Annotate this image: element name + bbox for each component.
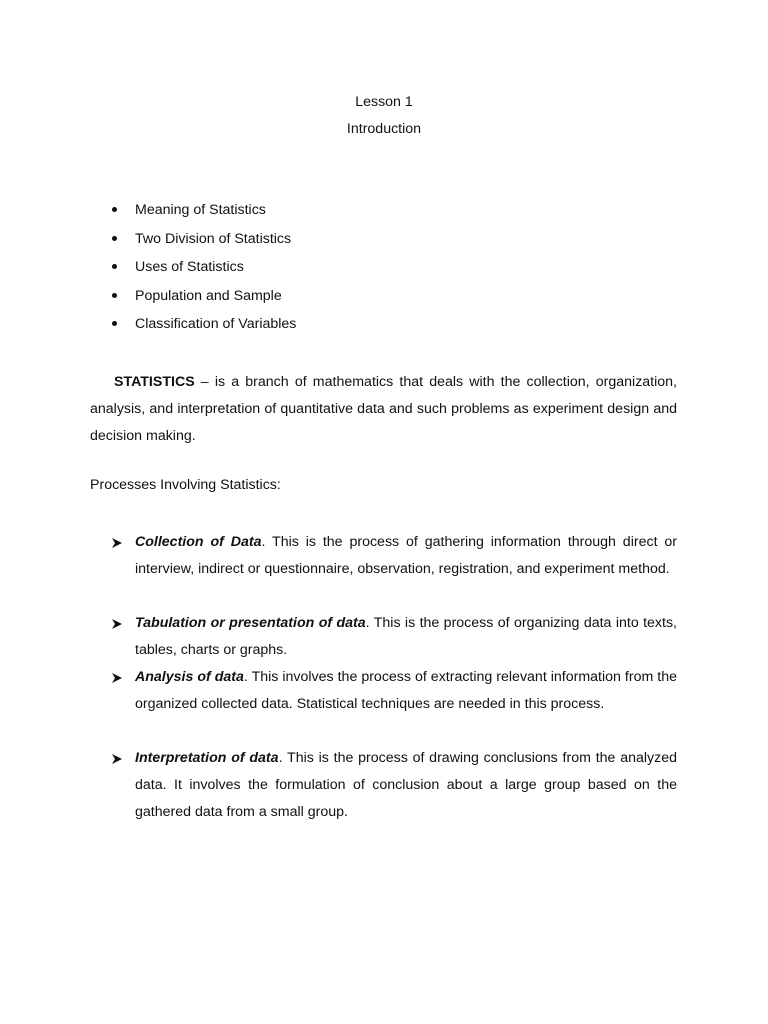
topic-list — [109, 201, 296, 344]
process-text: . This is the process of gathering information through direct or interview, indirect or questionnaire, observation, registration, and experiment method. — [135, 534, 677, 577]
process-list — [112, 529, 677, 826]
process-item — [112, 529, 677, 610]
lesson-title: Introduction — [346, 121, 422, 137]
statistics-definition — [90, 369, 677, 450]
topic-item — [109, 287, 296, 316]
bullet-icon — [112, 236, 117, 241]
process-text: . This is the process of organizing data into texts, tables, charts or graphs. — [135, 615, 677, 658]
topic-label: Uses of Statistics — [135, 259, 244, 275]
process-text: . This is the process of drawing conclusions from the analyzed data. It involves the formulation of conclusion about a large group based on the gathered data from a small group. — [135, 750, 677, 820]
process-term: Interpretation of data — [135, 750, 279, 766]
topic-label: Meaning of Statistics — [135, 202, 266, 218]
process-item — [112, 745, 677, 826]
bullet-icon — [112, 321, 117, 326]
definition-term: STATISTICS — [114, 374, 195, 390]
topic-label: Classification of Variables — [135, 316, 297, 332]
bullet-icon — [112, 264, 117, 269]
lesson-number: Lesson 1 — [355, 94, 413, 110]
topic-label: Population and Sample — [135, 287, 282, 304]
processes-heading: Processes Involving Statistics: — [90, 477, 281, 493]
topic-item — [109, 315, 296, 344]
topic-item — [109, 230, 296, 259]
process-item — [112, 610, 677, 664]
bullet-icon — [112, 207, 117, 212]
process-term: Tabulation or presentation of data — [135, 615, 366, 631]
topic-label: Two Division of Statistics — [135, 230, 292, 247]
topic-item — [109, 201, 296, 230]
process-text: . This involves the process of extracting relevant information from the organized collected data. Statistical techniques are needed in this process. — [135, 669, 678, 712]
definition-text: – is a branch of mathematics that deals with the collection, organization, analysis, and interpretation of quantitative data and such problems as experiment design and decision making. — [90, 374, 677, 444]
topic-item — [109, 258, 296, 287]
bullet-icon — [112, 293, 117, 298]
process-item — [112, 664, 677, 745]
process-term: Collection of Data — [135, 534, 262, 550]
process-term: Analysis of data — [135, 669, 244, 685]
